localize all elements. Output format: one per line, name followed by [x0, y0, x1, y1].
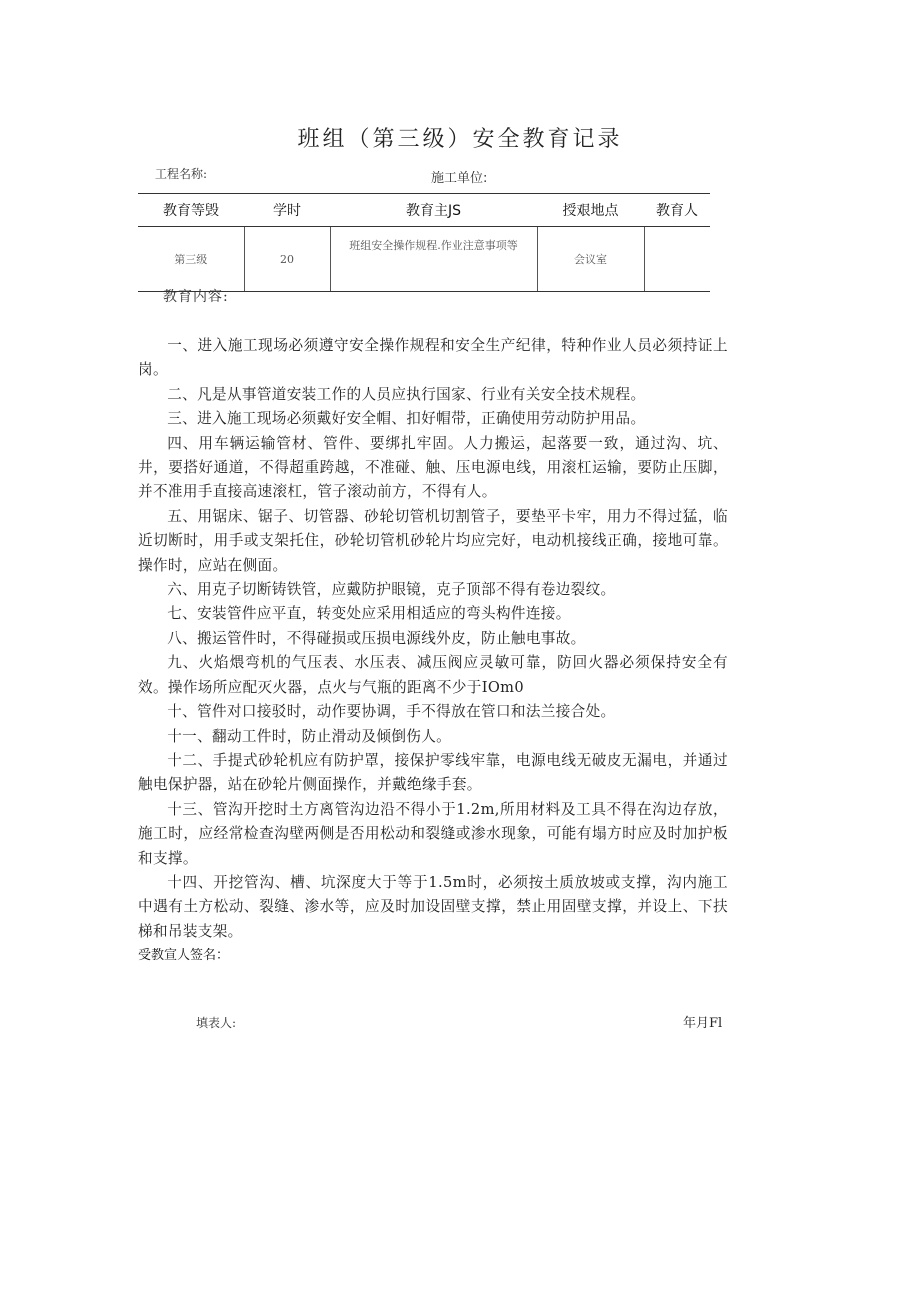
paragraph-3: 三、进入施工现场必须戴好安全帽、扣好帽带，正确使用劳动防护用品。 [167, 410, 646, 428]
paragraph-10: 十、管件对口接驳时，动作要协调，手不得放在管口和法兰接合处。 [167, 703, 616, 721]
cell-educator [644, 227, 710, 292]
header-hours: 学时 [244, 194, 330, 227]
table-row [138, 227, 710, 292]
paragraph-2: 二、凡是从事管道安装工作的人员应执行国家、行业有关安全技术规程。 [167, 385, 646, 403]
header-education-topic: 教育主JS [330, 194, 537, 227]
paragraph-11: 十一、翻动工件时，防止滑动及倾倒伤人。 [167, 727, 452, 745]
education-info-table [138, 193, 710, 292]
paragraph-5: 五、用锯床、锯子、切管器、砂轮切管机切割管子，要垫平卡牢，用力不得过猛，临近切断时，用手或支架托住，砂轮切管机砂轮片均应完好，电动机接线正确，接地可靠。操作时，应站在侧面。 [138, 507, 728, 574]
header-education-level: 教育等毁 [138, 194, 244, 227]
header-location: 授艰地点 [537, 194, 644, 227]
cell-location: 会议室 [537, 227, 644, 292]
paragraph-8: 八、搬运管件时，不得碰损或压损电源线外皮，防止触电事故。 [167, 629, 586, 647]
signature-label: 受教宣人签名： [138, 948, 230, 963]
paragraph-9: 九、火焰煨弯机的气压表、水压表、减压阀应灵敏可靠，防回火器必须保持安全有效。操作场所应配灭火器，点火与气瓶的距离不少于IOm0 [138, 654, 728, 696]
education-content [138, 334, 728, 944]
cell-education-level: 第三级 [138, 227, 244, 292]
paragraph-7: 七、安装管件应平直，转变处应采用相适应的弯头构件连接。 [167, 605, 571, 623]
table-header-row [138, 194, 710, 227]
content-label: 教育内容: [163, 289, 229, 305]
header-educator: 教育人 [644, 194, 710, 227]
cell-hours: 20 [244, 227, 330, 292]
paragraph-13: 十三、管沟开挖时土方离管沟边沿不得小于1.2m,所用材料及工具不得在沟边存放，施工时，应经常检查沟壁两侧是否用松动和裂缝或渗水现象，可能有塌方时应及时加护板和支撑。 [138, 800, 728, 867]
filler-label: 填表人: [196, 1016, 237, 1030]
paragraph-4: 四、用车辆运输管材、管件、要绑扎牢固。人力搬运，起落要一致，通过沟、坑、井，要搭好通道，不得超重跨越，不准碰、触、压电源电线，用滚杠运输，要防止压脚，并不准用手直接高速滚杠，管子滚动前方，不得有人。 [138, 434, 728, 501]
document-title: 班组（第三级）安全教育记录 [297, 127, 623, 152]
date-label: 年月Fl [683, 1016, 723, 1031]
construction-unit-label: 施工单位: [431, 171, 488, 186]
project-name-label: 工程名称: [155, 167, 208, 181]
paragraph-14: 十四、开挖管沟、槽、坑深度大于等于1.5m时，必须按土质放坡或支撑，沟内施工中遇有土方松动、裂缝、渗水等，应及时加设固壁支撑，禁止用固壁支撑，并设上、下扶梯和吊装支架。 [138, 873, 728, 940]
cell-education-topic: 班组安全操作规程.作业注意事项等 [330, 227, 537, 292]
paragraph-1: 一、进入施工现场必须遵守安全操作规程和安全生产纪律，特种作业人员必须持证上岗。 [138, 337, 728, 379]
paragraph-12: 十二、手提式砂轮机应有防护罩，接保护零线牢靠，电源电线无破皮无漏电，并通过触电保护器，站在砂轮片侧面操作，并戴绝缘手套。 [138, 751, 728, 794]
paragraph-6: 六、用克子切断铸铁管，应戴防护眼镜，克子顶部不得有卷边裂纹。 [167, 581, 616, 599]
